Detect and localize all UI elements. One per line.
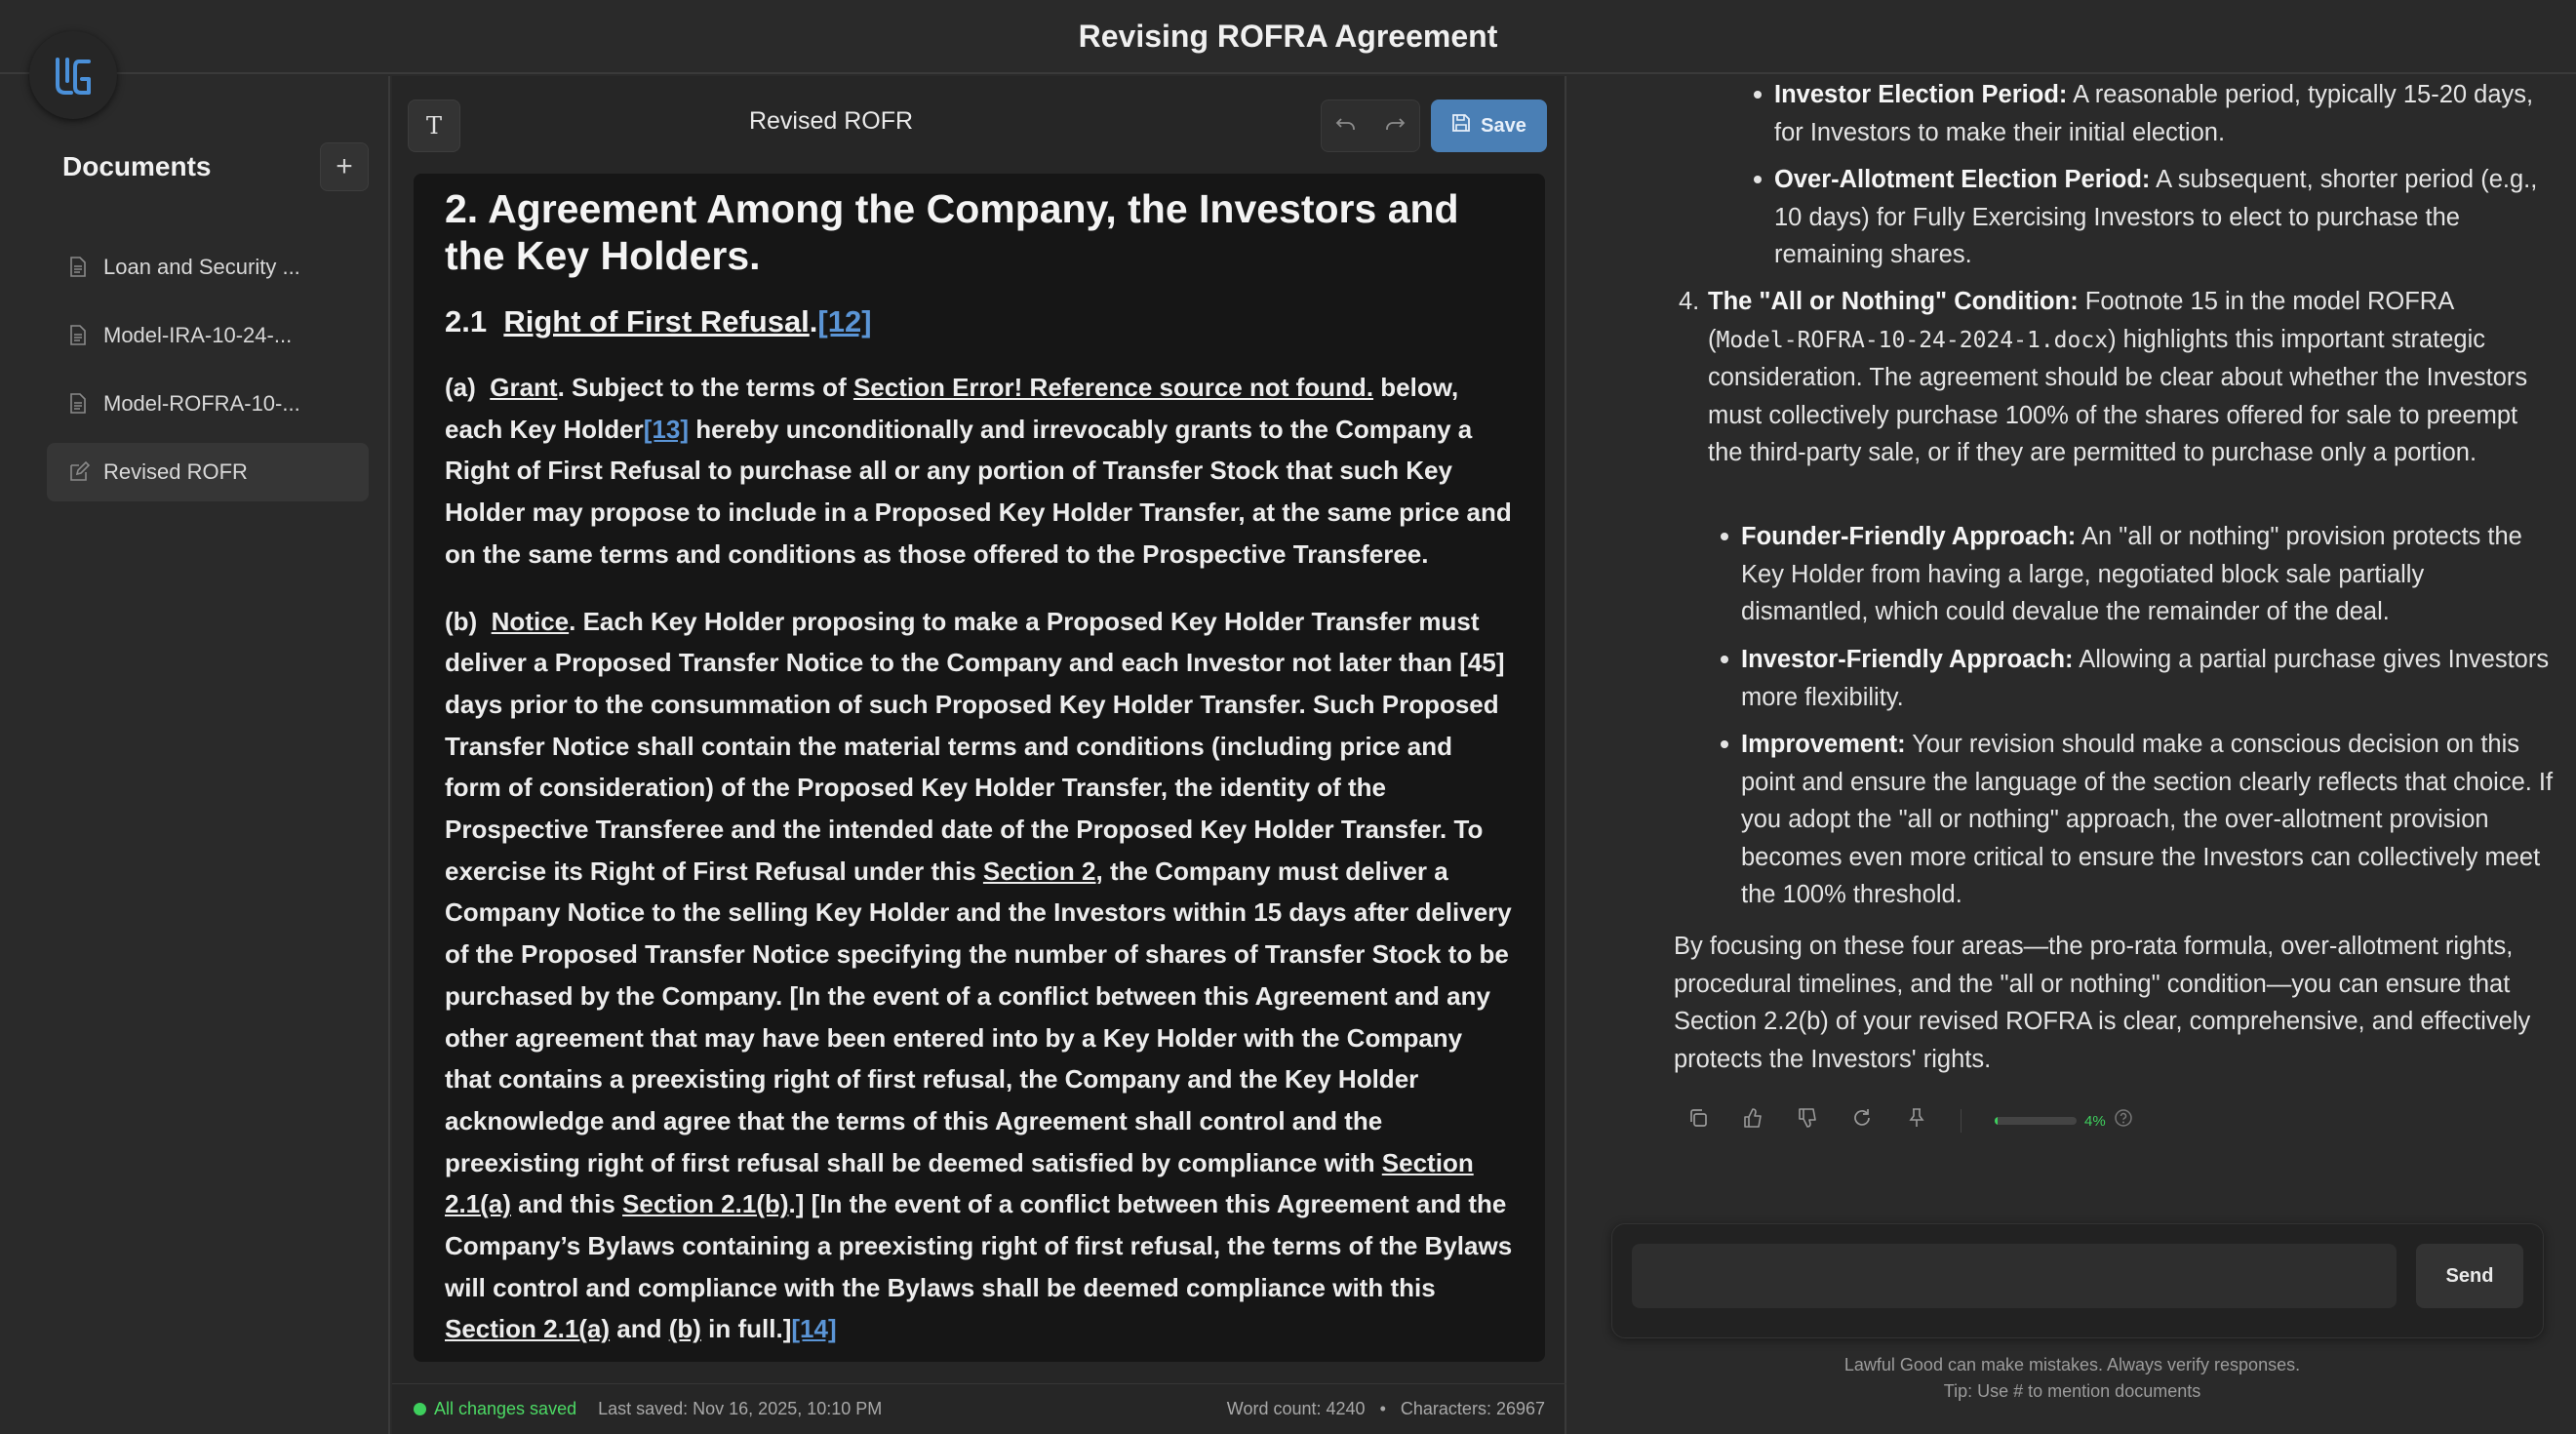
bullet-text: A subsequent, shorter period (e.g., 10 days) for Fully Exercising Investors to elect to purchase the remaining shares. (1774, 166, 2538, 269)
bullet-title: Over-Allotment Election Period: (1774, 166, 2151, 193)
subsection-heading: 2.1 Right of First Refusal.[12] (445, 304, 872, 339)
list-item (1741, 518, 2556, 631)
list-item (1741, 641, 2556, 716)
usage-fill (1995, 1117, 1998, 1125)
para-label: (b) (445, 606, 478, 636)
document-editor (392, 76, 1566, 1434)
bullet-title: Improvement: (1741, 731, 1906, 758)
saved-status-dot (414, 1403, 426, 1415)
section-2-1a-link[interactable]: Section 2.1(a) (445, 1147, 1474, 1219)
copy-icon[interactable] (1687, 1107, 1709, 1135)
send-button[interactable]: Send (2416, 1244, 2523, 1308)
last-saved: Last saved: Nov 16, 2025, 10:10 PM (598, 1399, 883, 1418)
item-title: The "All or Nothing" Condition: (1708, 288, 2079, 315)
document-icon (68, 393, 90, 415)
footnote-link-14[interactable]: [14] (791, 1314, 837, 1344)
save-icon (1451, 113, 1471, 139)
actions-divider (1961, 1109, 1962, 1133)
para-text: and this (510, 1189, 623, 1219)
list-item (1774, 76, 2547, 151)
list-number: 4. (1679, 288, 1700, 315)
sidebar-item-label: Model-ROFRA-10-... (103, 391, 300, 416)
thumbs-down-icon[interactable] (1797, 1107, 1818, 1135)
message-input[interactable] (1632, 1244, 2397, 1308)
sidebar-title: Documents (62, 151, 212, 181)
title-bar (0, 0, 2576, 74)
assistant-chat-panel (1568, 76, 2576, 1434)
disclaimer-text: Lawful Good can make mistakes. Always verify responses. (1843, 1355, 2301, 1374)
footnote-link-13[interactable]: [13] (643, 414, 689, 444)
bullet-text: A reasonable period, typically 15-20 days, for Investors to make their initial election. (1774, 81, 2534, 146)
para-text: hereby unconditionally and irrevocably grants to the Company a Right of First Refusal to purchase all or any portion of Transfer Stock that such Key Holder may propose to include in a Proposed Key Holder Transfer, at the same price and on the same terms and conditions as those offered to the Prospective Transferee. (445, 414, 1512, 569)
para-text: .] [In the event of a conflict between this Agreement and the Company’s Bylaws containing a preexisting right of first refusal, the terms of the Bylaws will control and compliance with the Bylaws shall be deemed compliance with this (445, 1189, 1513, 1302)
sidebar-item-label: Loan and Security ... (103, 255, 300, 279)
bullet-title: Investor Election Period: (1774, 81, 2068, 108)
thumbs-up-icon[interactable] (1742, 1107, 1764, 1135)
section-2-1b-link[interactable]: Section 2.1(b) (622, 1189, 789, 1219)
para-text: , the Company must deliver a Company Notice to the selling Key Holder and the Investors within 15 days after delivery of the Proposed Transfer Notice specifying the number of shares of Transfer Stock to be purchased by the Company. [In the event of a conflict between this Agreement and any other agreement that may have been entered into by a Key Holder with the Company that contains a preexisting right of first refusal, the Company and the Key Holder acknowledge and agree that the terms of this Agreement shall control and the preexisting right of first refusal shall be deemed satisfied by compliance with (445, 856, 1512, 1177)
window-title: Revising ROFRA Agreement (1078, 18, 1498, 54)
section-2-1a-link[interactable]: Section 2.1(a) (445, 1314, 611, 1344)
disclaimer (1568, 1352, 2576, 1405)
bullet-text: Allowing a partial purchase gives Investors more flexibility. (1741, 646, 2550, 711)
para-label: (a) (445, 373, 476, 402)
summary-paragraph: By focusing on these four areas—the pro-rata formula, over-allotment rights, procedural timelines, and the "all or nothing" condition—you can ensure that Section 2.2(b) of your revised ROFRA is clear, comprehensive, and effectively protects the Investors' rights. (1674, 933, 2531, 1073)
word-count: Word count: 4240 (1226, 1399, 1366, 1418)
edit-document-icon (68, 461, 90, 483)
pin-icon[interactable] (1906, 1107, 1927, 1135)
sidebar-header (62, 142, 369, 191)
item-text: ) highlights this important strategic consideration. The agreement should be clear about whether the Investors must collectively purchase 100% of the shares offered for sale to preempt the third-party sale, or if they are permitted to purchase only a portion. (1708, 325, 2528, 467)
sidebar-item-loan-and-security[interactable] (47, 238, 369, 297)
stats-separator: • (1379, 1399, 1386, 1418)
bullet-title: Founder-Friendly Approach: (1741, 523, 2077, 550)
document-icon (68, 257, 90, 278)
para-text: . Subject to the terms of (557, 373, 853, 402)
item-text: Footnote 15 in the model ROFRA ( (1708, 288, 2453, 353)
redo-icon[interactable] (1384, 112, 1406, 139)
sidebar-item-model-rofra[interactable] (47, 375, 369, 433)
document-title: Revised ROFR (748, 107, 914, 135)
subsection-number: 2.1 (445, 304, 488, 339)
sidebar-item-model-ira[interactable] (47, 306, 369, 365)
document-stats (1227, 1399, 1545, 1419)
saved-status: All changes saved (434, 1399, 577, 1418)
reference-error-link[interactable]: Section Error! Reference source not found. (852, 373, 1374, 402)
document-list (47, 238, 369, 511)
paragraph-notice (445, 601, 1514, 1351)
assistant-message (1568, 76, 2576, 1130)
footnote-link-12[interactable]: [12] (817, 304, 872, 339)
notice-term: Notice (491, 606, 570, 636)
sidebar-item-label: Revised ROFR (103, 459, 248, 484)
usage-percent: 4% (2084, 1112, 2106, 1130)
message-composer (1611, 1223, 2544, 1338)
document-content[interactable] (414, 174, 1545, 1362)
bullet-text: An "all or nothing" provision protects the Key Holder from having a large, negotiated block sale partially dismantled, which could devalue the remainder of the deal. (1741, 523, 2522, 626)
inline-code: Model-ROFRA-10-24-2024-1.docx (1716, 327, 2109, 353)
list-item (1774, 161, 2547, 274)
para-text: in full.] (700, 1314, 792, 1344)
sidebar-item-revised-rofr[interactable] (47, 443, 369, 501)
paragraph-grant (445, 367, 1514, 576)
para-text: below, each Key Holder (445, 373, 1459, 444)
status-bar (392, 1383, 1566, 1434)
usage-track (1995, 1117, 2077, 1125)
text-format-button[interactable]: T (408, 100, 460, 152)
documents-sidebar (0, 76, 390, 1434)
save-button[interactable] (1431, 100, 1547, 152)
list-item (1741, 726, 2556, 914)
section-b-link[interactable]: (b) (668, 1314, 701, 1344)
character-count: Characters: 26967 (1400, 1399, 1545, 1418)
app-logo[interactable] (29, 31, 117, 119)
subsection-title: Right of First Refusal (503, 304, 810, 339)
sidebar-item-label: Model-IRA-10-24-... (103, 323, 293, 347)
context-usage (1995, 1108, 2133, 1134)
para-text: . Each Key Holder proposing to make a Proposed Key Holder Transfer must deliver a Proposed Transfer Notice to the Company and each Investor not later than [45] days prior to the consummation of such Proposed Key Holder Transfer. Such Proposed Transfer Notice shall contain the material terms and conditions (including price and form of consideration) of the Proposed Key Holder Transfer, the identity of the Prospective Transferee and the intended date of the Proposed Key Holder Transfer. To exercise its Right of First Refusal under this (445, 606, 1505, 886)
regenerate-icon[interactable] (1851, 1107, 1873, 1135)
bullet-title: Investor-Friendly Approach: (1741, 646, 2074, 673)
section-2-link[interactable]: Section 2 (982, 856, 1096, 886)
bullet-text: Your revision should make a conscious decision on this point and ensure the language of the section clearly reflects that choice. If you adopt the "all or nothing" approach, the over-allotment provision becomes even more critical to ensure the Investors can collectively meet the 100% threshold. (1741, 731, 2554, 909)
section-heading: 2. Agreement Among the Company, the Investors and the Key Holders. (445, 186, 1459, 278)
tip-text: Tip: Use # to mention documents (1943, 1381, 2201, 1401)
add-document-button[interactable]: + (320, 142, 369, 191)
document-icon (68, 325, 90, 346)
undo-icon[interactable] (1335, 112, 1357, 139)
para-text: and (610, 1314, 669, 1344)
logo-icon (50, 52, 97, 99)
grant-term: Grant (490, 373, 558, 402)
undo-redo-group (1321, 100, 1420, 152)
help-icon[interactable] (2114, 1108, 2133, 1134)
list-item (1679, 283, 2547, 472)
save-label: Save (1481, 114, 1526, 137)
message-actions (1687, 1100, 2133, 1141)
editor-toolbar (392, 76, 1566, 172)
